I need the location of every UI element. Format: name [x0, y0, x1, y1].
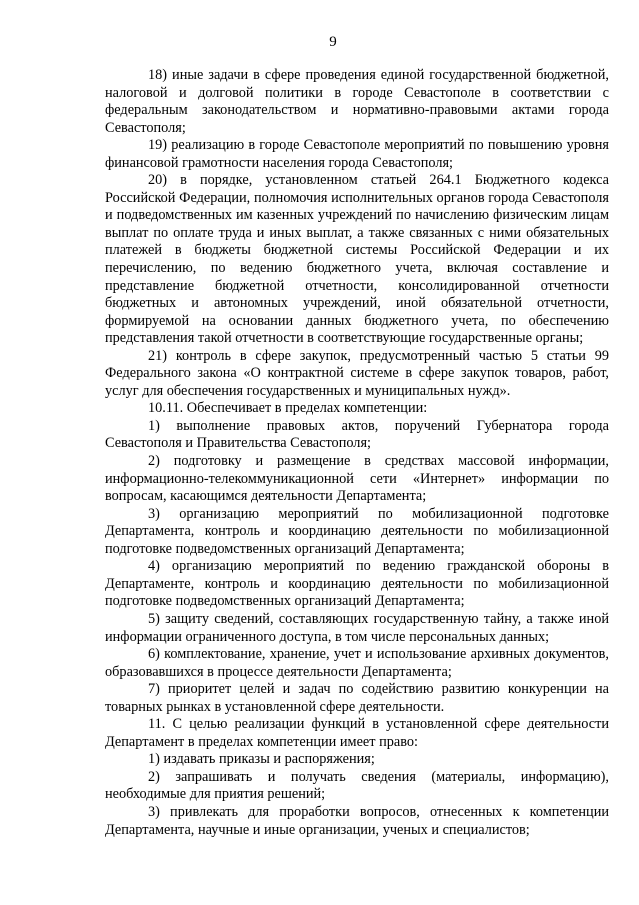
paragraph-item-20: 20) в порядке, установленном статьей 264.1 Бюджетного кодекса Российской Федерации, полномочия исполнительных органов города Севастополя и подведомственных им казенных учреждений по начислению физическим лицам выплат по оплате труда и иных выплат, а также связанных с ними обязательных платежей в бюджеты бюджетной системы Российской Федерации и их перечислению, по ведению бюджетного учета, включая составление и представление бюджетной отчетности, консолидированной отчетности бюджетных и автономных учреждений, иной обязательной отчетности, формируемой на основании данных бюджетного учета, по обеспечению представления такой отчетности в соответствующие государственные органы;	[105, 172, 609, 347]
paragraph-item-19: 19) реализацию в городе Севастополе мероприятий по повышению уровня финансовой грамотности населения города Севастополя;	[105, 137, 609, 171]
paragraph-item-7: 7) приоритет целей и задач по содействию развитию конкуренции на товарных рынках в установленной сфере деятельности.	[105, 681, 609, 715]
right-item-1: 1) издавать приказы и распоряжения;	[148, 751, 375, 768]
paragraph-item-21: 21) контроль в сфере закупок, предусмотренный частью 5 статьи 99 Федерального закона «О контрактной системе в сфере закупок товаров, работ, услуг для обеспечения государственных и муниципальных нужд».	[105, 347, 609, 399]
paragraph-item-1: 1) выполнение правовых актов, поручений Губернатора города Севастополя и Правительства Севастополя;	[105, 417, 609, 452]
paragraph-item-6: 6) комплектование, хранение, учет и использование архивных документов, образовавшихся в процессе деятельности Департамента;	[105, 646, 609, 680]
paragraph-item-3: 3) организацию мероприятий по мобилизационной подготовке Департамента, контроль и координацию деятельности по мобилизационной подготовке подведомственных организаций Департамента;	[105, 505, 609, 557]
right-item-2: 2) запрашивать и получать сведения (материалы, информацию), необходимые для приятия решений;	[105, 768, 609, 803]
section-11-heading: 11. С целью реализации функций в установленной сфере деятельности Департамент в пределах компетенции имеет право:	[105, 716, 609, 750]
paragraph-item-4: 4) организацию мероприятий по ведению гражданской обороны в Департаменте, контроль и координацию деятельности по мобилизационной подготовке подведомственных организаций Департамента;	[105, 558, 609, 610]
page-number: 9	[329, 34, 337, 50]
right-item-3: 3) привлекать для проработки вопросов, отнесенных к компетенции Департамента, научные и иные организации, ученых и специалистов;	[105, 803, 609, 838]
paragraph-item-18: 18) иные задачи в сфере проведения единой государственной бюджетной, налоговой и долговой политики в городе Севастополе в соответствии с федеральным законодательством и нормативно-правовыми актами города Севастополя;	[105, 67, 609, 136]
paragraph-item-2: 2) подготовку и размещение в средствах массовой информации, информационно-телекоммуникационной сети «Интернет» информации по вопросам, касающимся деятельности Департамента;	[105, 453, 609, 505]
paragraph-item-5: 5) защиту сведений, составляющих государственную тайну, а также иной информации ограниченного доступа, в том числе персональных данных;	[105, 610, 609, 645]
section-10-11-heading: 10.11. Обеспечивает в пределах компетенции:	[148, 400, 428, 417]
